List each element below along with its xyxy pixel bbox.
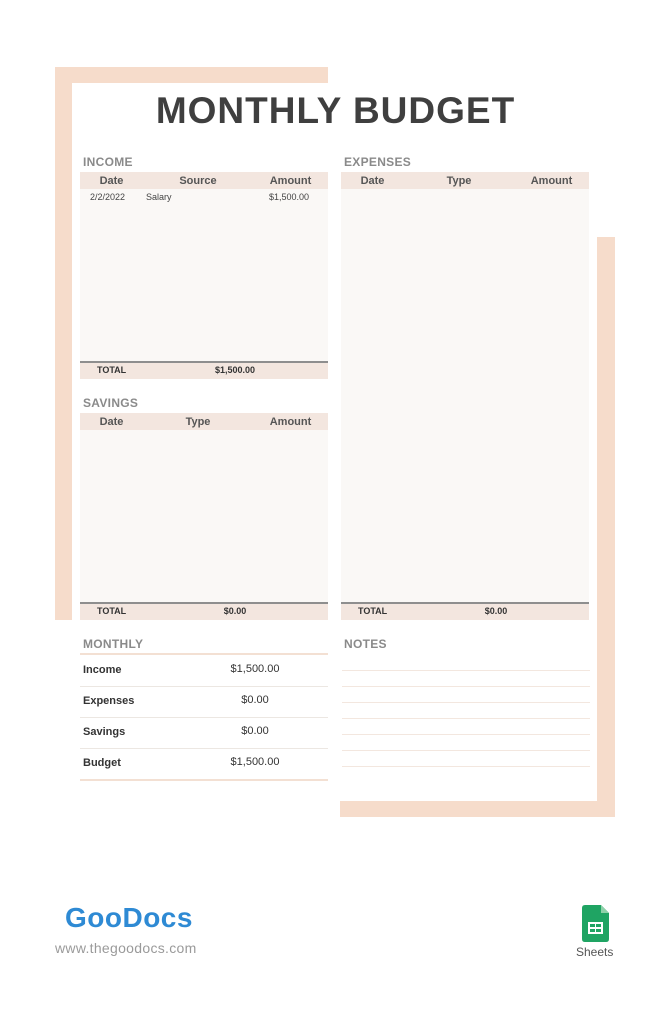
notes-line — [342, 766, 590, 767]
income-label: INCOME — [83, 155, 133, 169]
monthly-row-expenses — [80, 686, 328, 718]
savings-table-header — [80, 413, 328, 430]
income-table-header — [80, 172, 328, 189]
monthly-savings-label: Savings — [83, 726, 126, 738]
income-row-date: 2/2/2022 — [90, 192, 126, 202]
frame-accent-left — [55, 67, 72, 620]
monthly-income-value: $1,500.00 — [230, 663, 280, 675]
monthly-budget-value: $1,500.00 — [230, 756, 280, 768]
savings-label: SAVINGS — [83, 396, 139, 410]
income-col-source: Source — [179, 175, 217, 187]
expenses-total-value: $0.00 — [484, 606, 508, 616]
income-total-value: $1,500.00 — [214, 365, 256, 375]
income-table — [80, 172, 328, 362]
savings-total-value: $0.00 — [223, 606, 247, 616]
goodocs-logo: GooDocs — [65, 902, 193, 933]
notes-line — [342, 750, 590, 751]
income-row-amount: $1,500.00 — [269, 192, 310, 202]
income-total-bar — [80, 361, 328, 379]
expenses-label: EXPENSES — [344, 155, 412, 169]
expenses-col-date: Date — [360, 175, 385, 187]
expenses-total-bar — [341, 602, 589, 620]
expenses-table-header — [341, 172, 589, 189]
income-row-source: Salary — [146, 192, 172, 202]
monthly-income-label: Income — [83, 664, 122, 676]
google-sheets-icon — [582, 905, 609, 942]
monthly-row-savings — [80, 717, 328, 749]
notes-line — [342, 734, 590, 735]
monthly-expenses-value: $0.00 — [241, 694, 269, 706]
page-title: MONTHLY BUDGET — [155, 90, 516, 131]
notes-line — [342, 718, 590, 719]
monthly-savings-value: $0.00 — [241, 725, 269, 737]
expenses-col-amount: Amount — [530, 175, 573, 187]
expenses-table — [341, 172, 589, 603]
savings-col-amount: Amount — [269, 416, 312, 428]
income-total-label: TOTAL — [97, 365, 127, 375]
notes-line — [342, 702, 590, 703]
savings-table — [80, 413, 328, 603]
income-col-date: Date — [99, 175, 124, 187]
sheets-label: Sheets — [576, 945, 614, 959]
monthly-budget-label: Budget — [83, 757, 121, 769]
monthly-expenses-label: Expenses — [83, 695, 135, 707]
savings-total-label: TOTAL — [97, 606, 127, 616]
website-url: www.thegoodocs.com — [55, 940, 197, 956]
monthly-row-income — [80, 655, 328, 687]
expenses-total-label: TOTAL — [358, 606, 388, 616]
savings-col-date: Date — [99, 416, 124, 428]
savings-col-type: Type — [185, 416, 211, 428]
frame-accent-right — [597, 237, 615, 817]
monthly-row-budget — [80, 748, 328, 781]
savings-total-bar — [80, 602, 328, 620]
frame-accent-bottom — [340, 801, 615, 817]
income-col-amount: Amount — [269, 175, 312, 187]
notes-line — [342, 670, 590, 671]
notes-line — [342, 686, 590, 687]
frame-accent-top — [55, 67, 328, 83]
expenses-col-type: Type — [446, 175, 472, 187]
monthly-label: MONTHLY — [83, 637, 144, 651]
notes-label: NOTES — [344, 637, 387, 651]
